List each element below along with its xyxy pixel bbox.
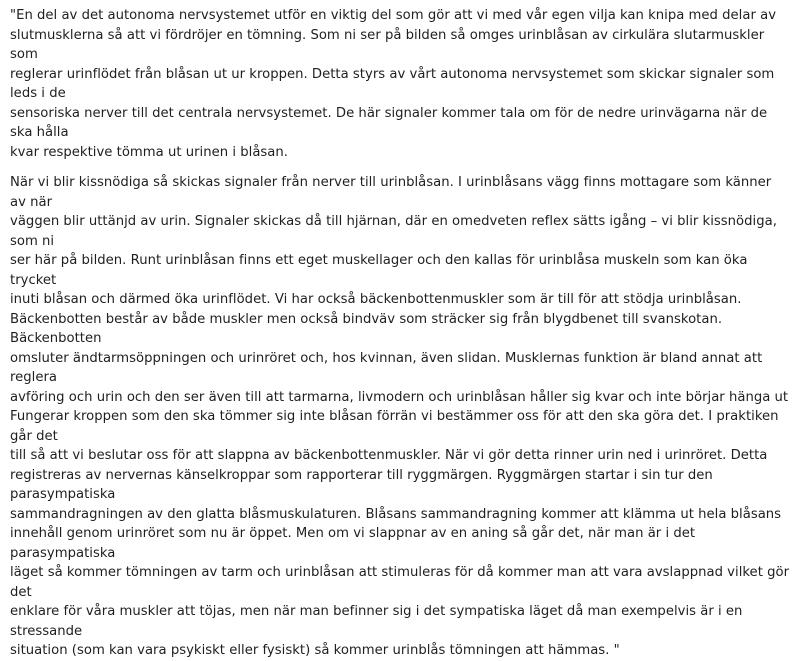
paragraph-autonomic-nervous-system: "En del av det autonoma nervsystemet utför en viktig del som gör att vi med vår egen vilja kan knipa med delar av slutmusklerna så att vi fördröjer en tömning. Som ni ser på bilden så omges urinblåsan av cirkulära slutarmuskler som reglerar urinflödet från blåsan ut ur kroppen. Detta styrs av vårt autonoma nervsystemet som skickar signaler som leds i de sensoriska nerver till det centrala nervsystemet. De här signaler kommer tala om för de nedre urinvägarna när de ska hålla kvar respektive tömma ut urinen i blåsan.	[10, 8, 777, 160]
paragraph-bladder-signals: När vi blir kissnödiga så skickas signaler från nerver till urinblåsan. I urinblåsans vägg finns mottagare som känner av när väggen blir uttänjd av urin. Signaler skickas då till hjärnan, där en omedveten reflex sätts igång – vi blir kissnödiga, som ni ser här på bilden. Runt urinblåsan finns ett eget muskellager och den kallas för urinblåsa muskeln som kan öka trycket inuti blåsan och därmed öka urinflödet. Vi har också bäckenbottenmuskler som är till för att stödja urinblåsan. Bäckenbotten består av både muskler men också bindväv som sträcker sig från blygdbenet till svanskotan. Bäckenbotten omsluter ändtarmsöppningen och urinröret och, hos kvinnan, även slidan. Musklernas funktion är bland annat att reglera avföring och urin och den ser även till att tarmarna, livmodern och urinblåsan håller sig kvar och inte börjar hänga ut Fungerar kroppen som den ska tömmer sig inte blåsan förrän vi bestämmer oss för att den ska göra det. I praktiken går det till så att vi beslutar oss för att slappna av bäckenbottenmuskler. När vi gör detta rinner urin ned i urinröret. Detta registreras av nervernas känselkroppar som rapporterar till ryggmärgen. Ryggmärgen startar i sin tur den parasympatiska sammandragningen av den glatta blåsmuskulaturen. Blåsans sammandragning kommer att klämma ut hela blåsans innehåll genom urinröret som nu är öppet. Men om vi slappnar av en aning så går det, när man är i det parasympatiska läget så kommer tömningen av tarm och urinblåsan att stimuleras för då kommer man att vara avslappnad vilket gör det enklare för våra muskler att töjas, men när man befinner sig i det sympatiska läget då man exempelvis är i en stressande situation (som kan vara psykiskt eller fysiskt) så kommer urinblås tömningen att hämmas. "	[10, 175, 790, 658]
